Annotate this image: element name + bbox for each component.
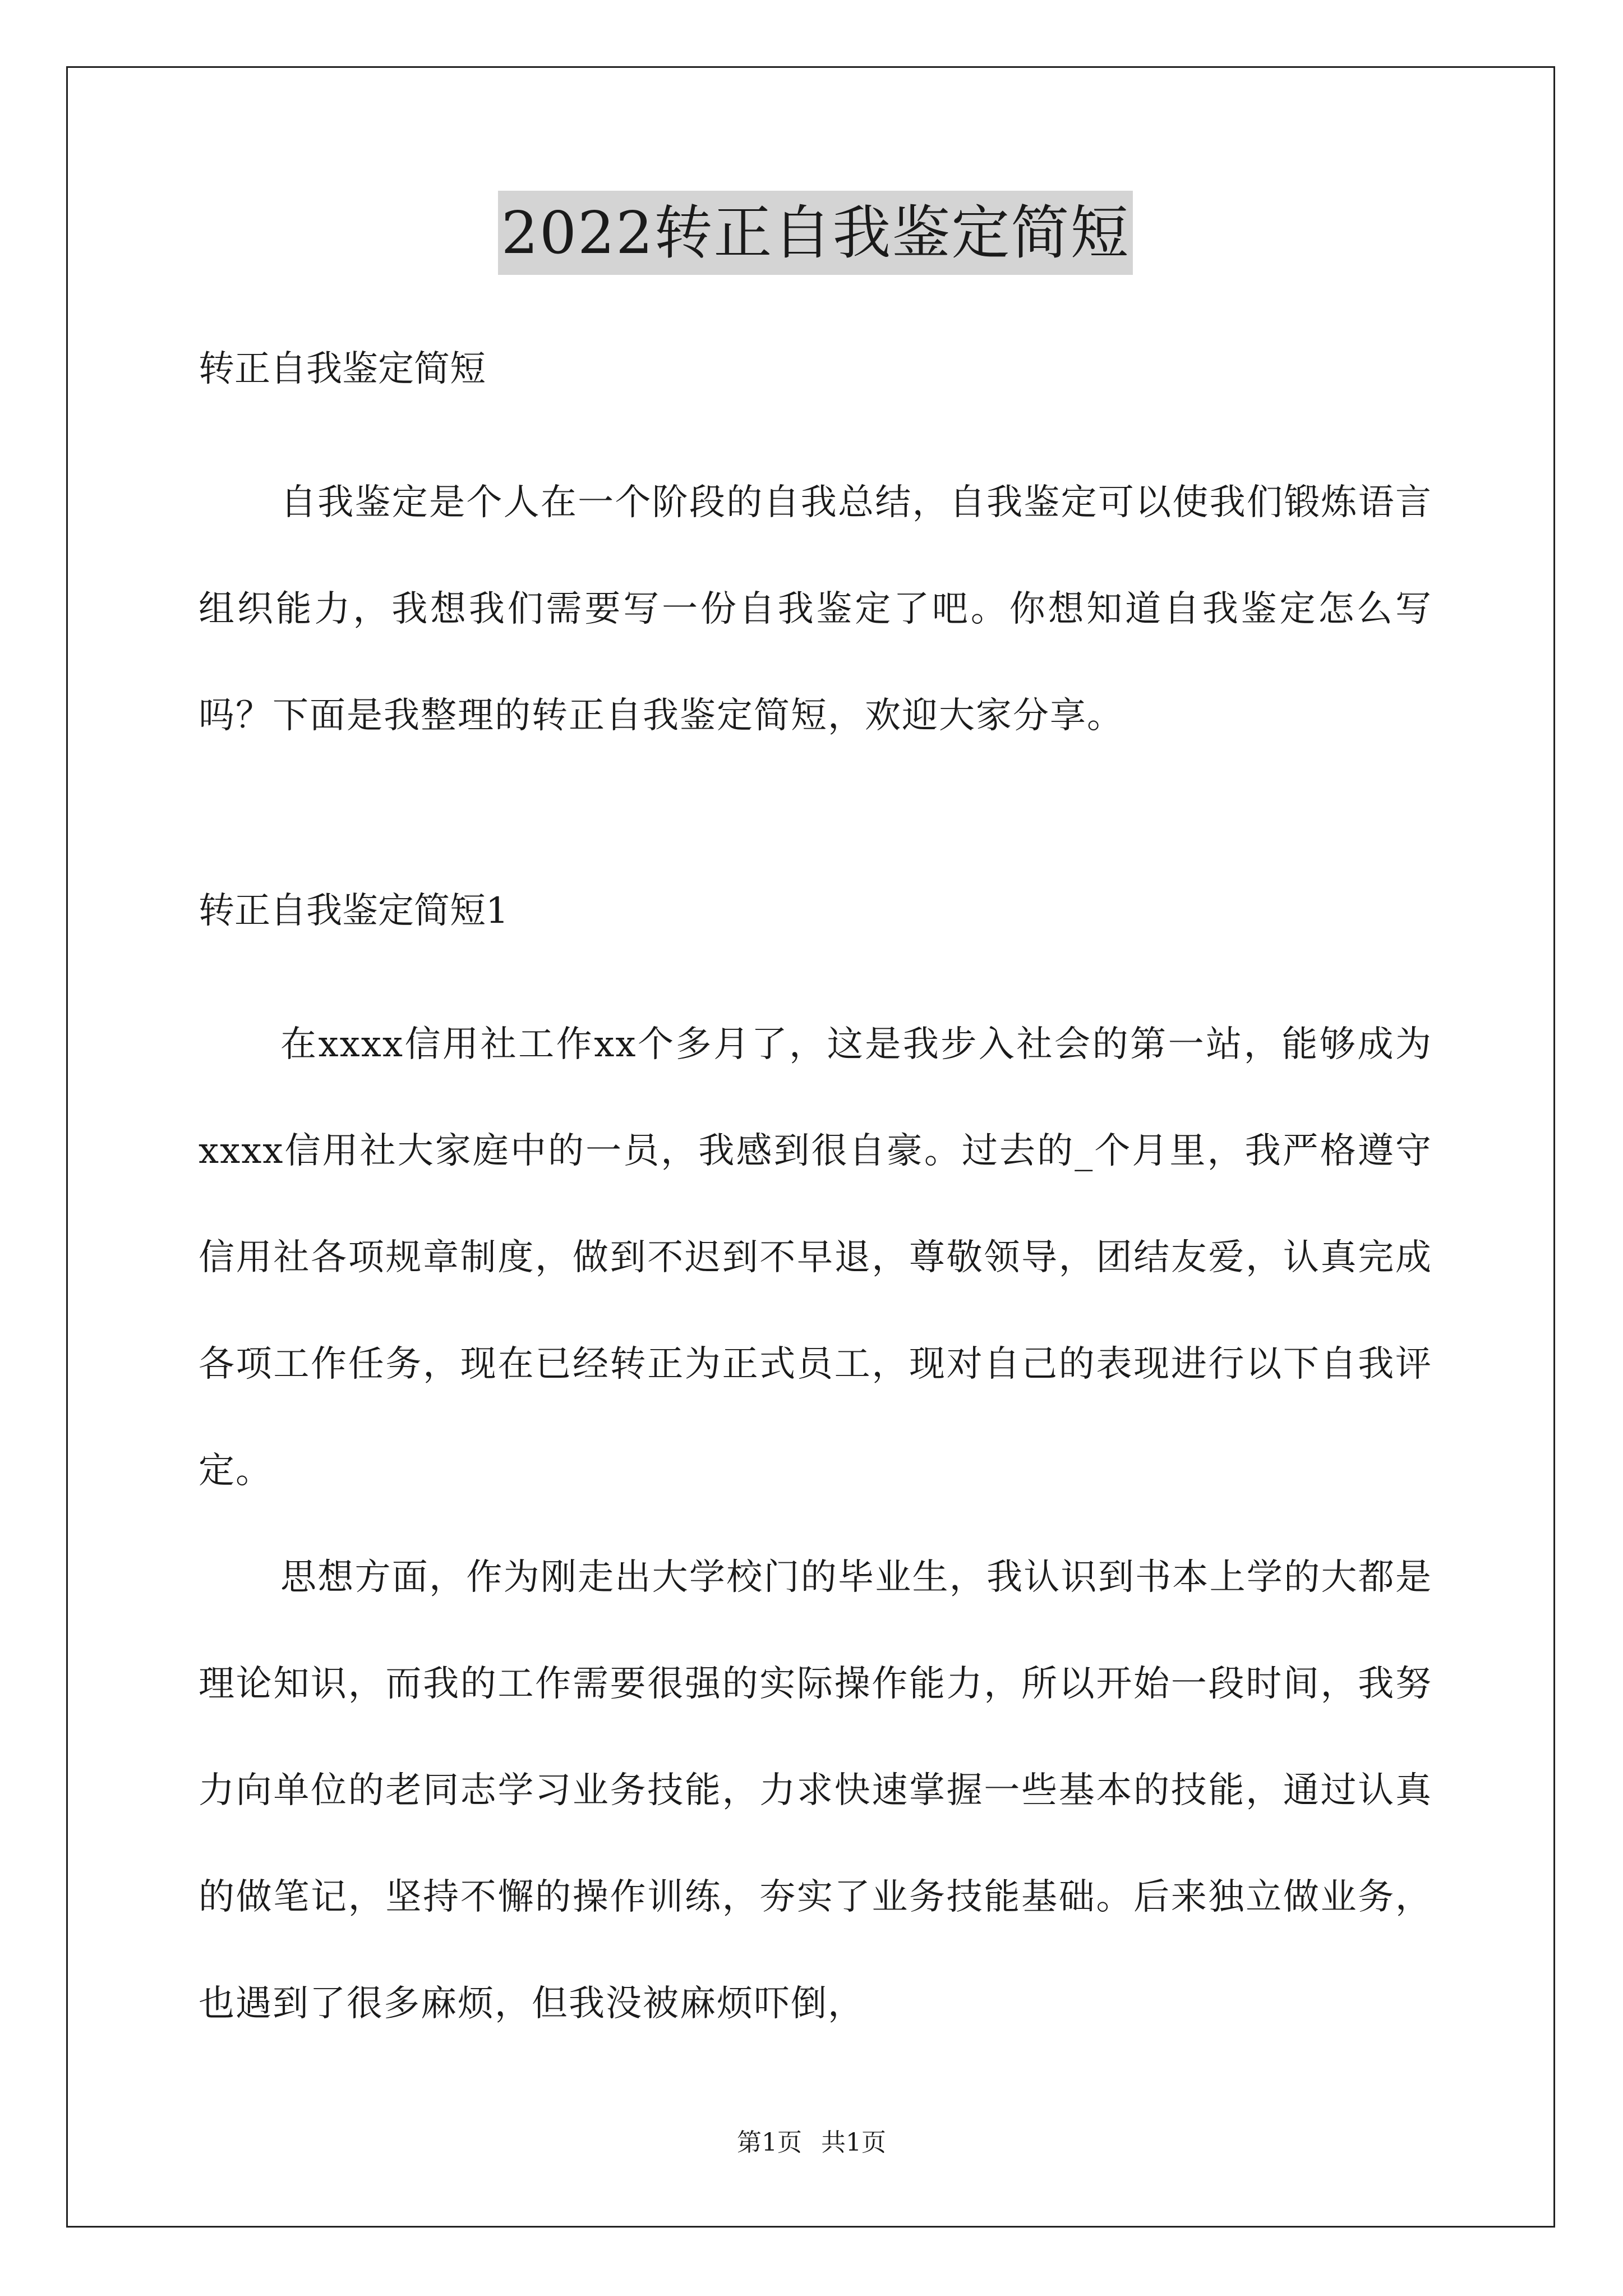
page-total: 共1页 xyxy=(821,2128,886,2157)
intro-paragraph: 自我鉴定是个人在一个阶段的自我总结，自我鉴定可以使我们锻炼语言组织能力，我想我们需要写一份自我鉴定了吧。你想知道自我鉴定怎么写吗？下面是我整理的转正自我鉴定简短，欢迎大家分享。 xyxy=(199,482,1432,737)
page-number: 第1页 xyxy=(737,2128,802,2157)
page-footer xyxy=(0,2126,1623,2160)
document-subtitle: 转正自我鉴定简短 xyxy=(199,348,486,390)
section-heading: 转正自我鉴定简短1 xyxy=(199,890,509,932)
document-title: 2022转正自我鉴定简短 xyxy=(498,191,1133,275)
body-paragraph-1: 在xxxx信用社工作xx个多月了，这是我步入社会的第一站，能够成为xxxx信用社大家庭中的一员，我感到很自豪。过去的_个月里，我严格遵守信用社各项规章制度，做到不迟到不早退，尊敬领导，团结友爱，认真完成各项工作任务，现在已经转正为正式员工，现对自己的表现进行以下自我评定。 xyxy=(199,1024,1432,1492)
document-body xyxy=(199,191,1432,2057)
body-paragraph-2: 思想方面，作为刚走出大学校门的毕业生，我认识到书本上学的大都是理论知识，而我的工作需要很强的实际操作能力，所以开始一段时间，我努力向单位的老同志学习业务技能，力求快速掌握一些基本的技能，通过认真的做笔记，坚持不懈的操作训练，夯实了业务技能基础。后来独立做业务，也遇到了很多麻烦，但我没被麻烦吓倒， xyxy=(199,1557,1432,2024)
title-wrapper xyxy=(199,191,1432,275)
